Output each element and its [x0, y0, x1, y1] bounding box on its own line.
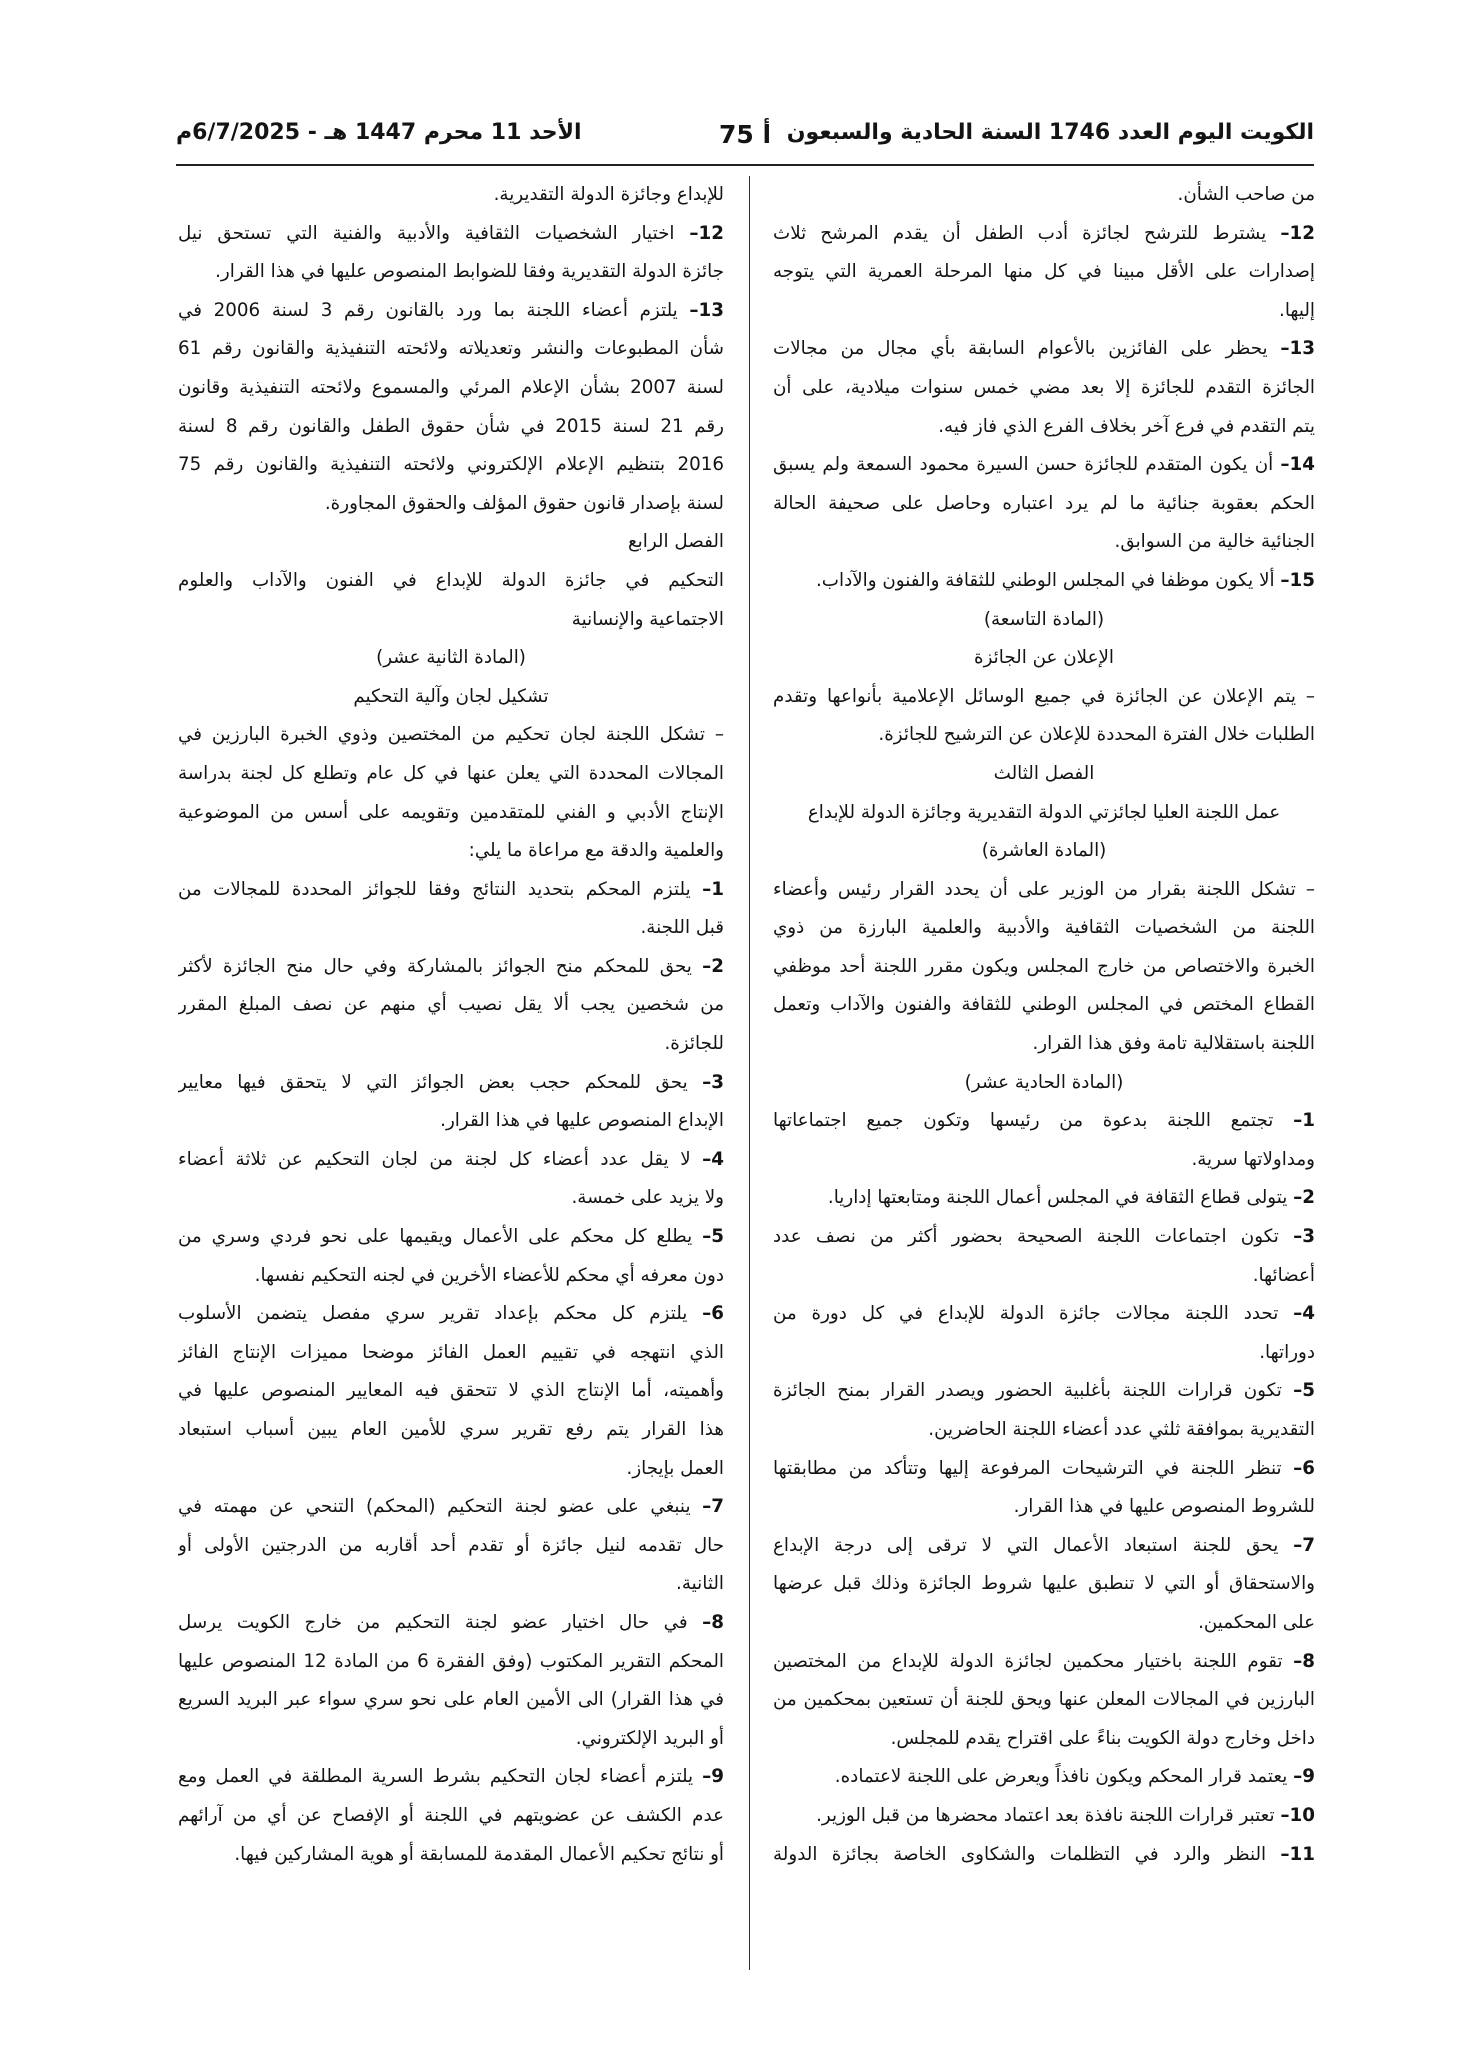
right-column-line: داخل وخارج دولة الكويت بناءً على اقتراح يقدم للمجلس.	[890, 1727, 1315, 1749]
left-column-line: للجائزة.	[664, 1033, 724, 1055]
right-column-line: 2– يتولى قطاع الثقافة في المجلس أعمال اللجنة ومتابعتها إداريا.	[827, 1187, 1315, 1209]
left-column-line: هذا القرار يتم رفع تقرير سري للأمين العام يبين أسباب استبعاد	[178, 1419, 724, 1440]
left-column-line: العمل بإيجاز.	[626, 1457, 724, 1479]
right-column-line: يتم التقدم في فرع آخر بخلاف الفرع الذي فاز فيه.	[938, 415, 1315, 437]
left-column-line: الاجتماعية والإنسانية	[571, 608, 724, 630]
left-column-line: الفصل الرابع	[627, 531, 724, 553]
right-column-line: 15– ألا يكون موظفا في المجلس الوطني للثقافة والفنون والآداب.	[816, 569, 1315, 591]
left-column-line: الإنتاج الأدبي و الفني للمتقدمين وتقويمه على أسس من الموضوعية	[178, 801, 724, 823]
left-column-line: 3– يحق للمحكم حجب بعض الجوائز التي لا يتحقق فيها معايير	[178, 1071, 724, 1093]
left-column	[178, 176, 724, 1976]
running-header	[176, 120, 1314, 160]
left-column-line: 13– يلتزم أعضاء اللجنة بما ورد بالقانون رقم 3 لسنة 2006 في	[178, 299, 724, 321]
left-column-line: شأن المطبوعات والنشر وتعديلاته ولائحته التنفيذية والقانون رقم 61	[178, 338, 724, 360]
left-column-line: 2016 بتنظيم الإعلام الإلكتروني ولائحته التنفيذية والقانون رقم 75	[178, 454, 724, 476]
right-column-line: الإعلان عن الجائزة	[974, 647, 1114, 669]
right-column-line: دوراتها.	[1259, 1341, 1315, 1363]
left-column-line: 4– لا يقل عدد أعضاء كل لجنة من لجان التحكيم عن ثلاثة أعضاء	[178, 1148, 724, 1170]
right-column-line: والاستحقاق أو التي لا تنطبق عليها شروط الجائزة وذلك قبل عرضها	[773, 1573, 1315, 1595]
right-column-line: – يتم الإعلان عن الجائزة في جميع الوسائل الإعلامية بأنواعها وتقدم	[773, 685, 1315, 707]
right-column-line: 11– النظر والرد في التظلمات والشكاوى الخاصة بجائزة الدولة	[773, 1843, 1315, 1865]
right-column-line: 12– يشترط للترشح لجائزة أدب الطفل أن يقدم المرشح ثلاث	[773, 222, 1315, 244]
right-column-line: 1– تجتمع اللجنة بدعوة من رئيسها وتكون جميع اجتماعاتها	[773, 1110, 1315, 1132]
right-column-line: الجائزة التقدم للجائزة إلا بعد مضي خمس سنوات ميلادية، على أن	[773, 376, 1315, 398]
left-column-line: والعلمية والدقة مع مراعاة ما يلي:	[468, 840, 724, 862]
right-column-line: للشروط المنصوص عليها في هذا القرار.	[1013, 1496, 1315, 1518]
right-column-line: الجنائية خالية من السوابق.	[1114, 531, 1315, 553]
left-column-line: من شخصين يجب ألا يقل نصيب أي منهم عن نصف المبلغ المقرر	[178, 994, 724, 1016]
right-column-line: 10– تعتبر قرارات اللجنة نافذة بعد اعتماد محضرها من قبل الوزير.	[816, 1804, 1315, 1826]
left-column-line: 9– يلتزم أعضاء لجان التحكيم بشرط السرية المطلقة في العمل ومع	[178, 1766, 724, 1788]
left-column-line: في هذا القرار) الى الأمين العام على نحو سري سواء عبر البريد السريع	[178, 1689, 724, 1711]
right-column-line: القطاع المختص في المجلس الوطني للثقافة والفنون والآداب وتعمل	[773, 994, 1315, 1016]
left-column-line: أو البريد الإلكتروني.	[575, 1727, 724, 1749]
right-column-line: – تشكل اللجنة بقرار من الوزير على أن يحدد القرار رئيس وأعضاء	[773, 878, 1315, 900]
left-column-line: الثانية.	[676, 1573, 724, 1595]
right-column-line: الفصل الثالث	[993, 762, 1095, 784]
left-column-line: أو نتائج تحكيم الأعمال المقدمة للمسابقة أو هوية المشاركين فيها.	[234, 1843, 724, 1865]
left-column-line: 8– في حال اختيار عضو لجنة التحكيم من خارج الكويت يرسل	[178, 1611, 724, 1633]
right-column-line: 13– يحظر على الفائزين بالأعوام السابقة بأي مجال من مجالات	[773, 338, 1315, 360]
left-column-line: التحكيم في جائزة الدولة للإبداع في الفنون والآداب والعلوم	[178, 569, 724, 591]
right-column-line: عمل اللجنة العليا لجائزتي الدولة التقديرية وجائزة الدولة للإبداع	[807, 801, 1281, 823]
header-page-number: أ 75	[718, 120, 772, 149]
left-column-line: للإبداع وجائزة الدولة التقديرية.	[493, 184, 724, 205]
left-column-line: 5– يطلع كل محكم على الأعمال ويقيمها على نحو فردي وسري من	[178, 1226, 724, 1248]
right-column-line: 7– يحق للجنة استبعاد الأعمال التي لا ترقى إلى درجة الإبداع	[773, 1534, 1315, 1556]
left-column-line: قبل اللجنة.	[640, 917, 724, 939]
left-column-line: دون معرفه أي محكم للأعضاء الأخرين في لجنه التحكيم نفسها.	[254, 1264, 724, 1286]
right-column-line: على المحكمين.	[1198, 1611, 1315, 1633]
left-column-line: لسنة بإصدار قانون حقوق المؤلف والحقوق المجاورة.	[324, 492, 724, 514]
right-column-line: الخبرة والاختصاص من خارج المجلس ويكون مقرر اللجنة أحد موظفي	[773, 955, 1315, 977]
right-column-line: اللجنة من الشخصيات الثقافية والأدبية والعلمية البارزة من ذوي	[773, 917, 1315, 939]
left-column-line: (المادة الثانية عشر)	[376, 647, 526, 669]
left-column-line: 12– اختيار الشخصيات الثقافية والأدبية والفنية التي تستحق نيل	[178, 222, 724, 244]
header-rule	[176, 164, 1314, 166]
right-column	[773, 176, 1315, 1976]
left-column-line: المجالات المحددة التي يعلن عنها في كل عام وتطلع كل لجنة بدراسة	[178, 762, 724, 784]
column-divider	[749, 176, 750, 1970]
header-date: الأحد 11 محرم 1447 هـ - 6/7/2025م	[176, 120, 582, 145]
left-column-line: تشكيل لجان وآلية التحكيم	[353, 685, 549, 707]
right-column-line: إصدارات على الأقل مبينا في كل منها المرحلة العمرية التي يتوجه	[773, 261, 1315, 283]
left-column-line: جائزة الدولة التقديرية وفقا للضوابط المنصوص عليها في هذا القرار.	[215, 261, 724, 283]
left-column-line: الذي انتهجه في تقييم العمل الفائز موضحا مميزات الإنتاج الفائز	[178, 1341, 724, 1363]
right-column-line: الطلبات خلال الفترة المحددة للإعلان عن الترشيح للجائزة.	[878, 724, 1315, 746]
left-column-line: وأهميته، أما الإنتاج الذي لا تتحقق فيه المعايير المنصوص عليها في	[178, 1380, 724, 1402]
left-column-line: لسنة 2007 بشأن الإعلام المرئي والمسموع ولائحته التنفيذية وقانون	[178, 376, 724, 398]
left-column-line: ولا يزيد على خمسة.	[571, 1187, 724, 1209]
right-column-line: 14– أن يكون المتقدم للجائزة حسن السيرة محمود السمعة ولم يسبق	[773, 454, 1315, 476]
right-column-line: 3– تكون اجتماعات اللجنة الصحيحة بحضور أكثر من نصف عدد	[773, 1226, 1315, 1248]
right-column-line: أعضائها.	[1252, 1264, 1315, 1286]
right-column-line: البارزين في المجالات المعلن عنها ويحق للجنة أن تستعين بمحكمين من	[773, 1689, 1315, 1711]
left-column-line: 7– ينبغي على عضو لجنة التحكيم (المحكم) التنحي عن مهمته في	[178, 1496, 724, 1518]
left-column-line: رقم 21 لسنة 2015 في شأن حقوق الطفل والقانون رقم 8 لسنة	[178, 415, 724, 437]
left-column-line: الإبداع المنصوص عليها في هذا القرار.	[440, 1110, 724, 1132]
right-column-line: (المادة التاسعة)	[983, 608, 1105, 630]
right-column-line: 4– تحدد اللجنة مجالات جائزة الدولة للإبداع في كل دورة من	[773, 1303, 1315, 1325]
right-column-line: (المادة العاشرة)	[981, 840, 1107, 862]
right-column-line: من صاحب الشأن.	[1177, 184, 1315, 205]
right-column-line: ومداولاتها سرية.	[1191, 1148, 1315, 1170]
right-column-line: اللجنة باستقلالية تامة وفق هذا القرار.	[1032, 1033, 1315, 1055]
right-column-line: (المادة الحادية عشر)	[964, 1071, 1124, 1093]
right-column-line: 6– تنظر اللجنة في الترشيحات المرفوعة إليها وتتأكد من مطابقتها	[773, 1457, 1315, 1479]
left-column-line: 6– يلتزم كل محكم بإعداد تقرير سري مفصل يتضمن الأسلوب	[178, 1303, 724, 1325]
left-column-line: المحكم التقرير المكتوب (وفق الفقرة 6 من المادة 12 المنصوص عليها	[178, 1650, 724, 1672]
right-column-line: 5– تكون قرارات اللجنة بأغلبية الحضور ويصدر القرار بمنح الجائزة	[773, 1380, 1315, 1402]
right-column-line: 9– يعتمد قرار المحكم ويكون نافذاً ويعرض على اللجنة لاعتماده.	[834, 1766, 1315, 1788]
left-column-line: عدم الكشف عن عضويتهم في اللجنة أو الإفصاح عن أي من آرائهم	[178, 1804, 724, 1826]
left-column-line: حال تقدمه لنيل جائزة أو تقدم أحد أقاربه من الدرجتين الأولى أو	[178, 1534, 724, 1556]
left-column-line: 2– يحق للمحكم منح الجوائز بالمشاركة وفي حال منح الجائزة لأكثر	[178, 955, 724, 977]
right-column-line: إليها.	[1279, 299, 1315, 321]
right-column-line: التقديرية بموافقة ثلثي عدد أعضاء اللجنة الحاضرين.	[928, 1419, 1315, 1440]
right-column-line: 8– تقوم اللجنة باختيار محكمين لجائزة الدولة للإبداع من المختصين	[773, 1650, 1315, 1672]
right-column-line: الحكم بعقوبة جنائية ما لم يرد اعتباره وحاصل على صحيفة الحالة	[773, 492, 1315, 514]
header-issue-info: الكويت اليوم العدد 1746 السنة الحادية والسبعون	[786, 120, 1314, 145]
left-column-line: 1– يلتزم المحكم بتحديد النتائج وفقا للجوائز المحددة للمجالات من	[178, 878, 724, 900]
left-column-line: – تشكل اللجنة لجان تحكيم من المختصين وذوي الخبرة البارزين في	[178, 724, 724, 746]
